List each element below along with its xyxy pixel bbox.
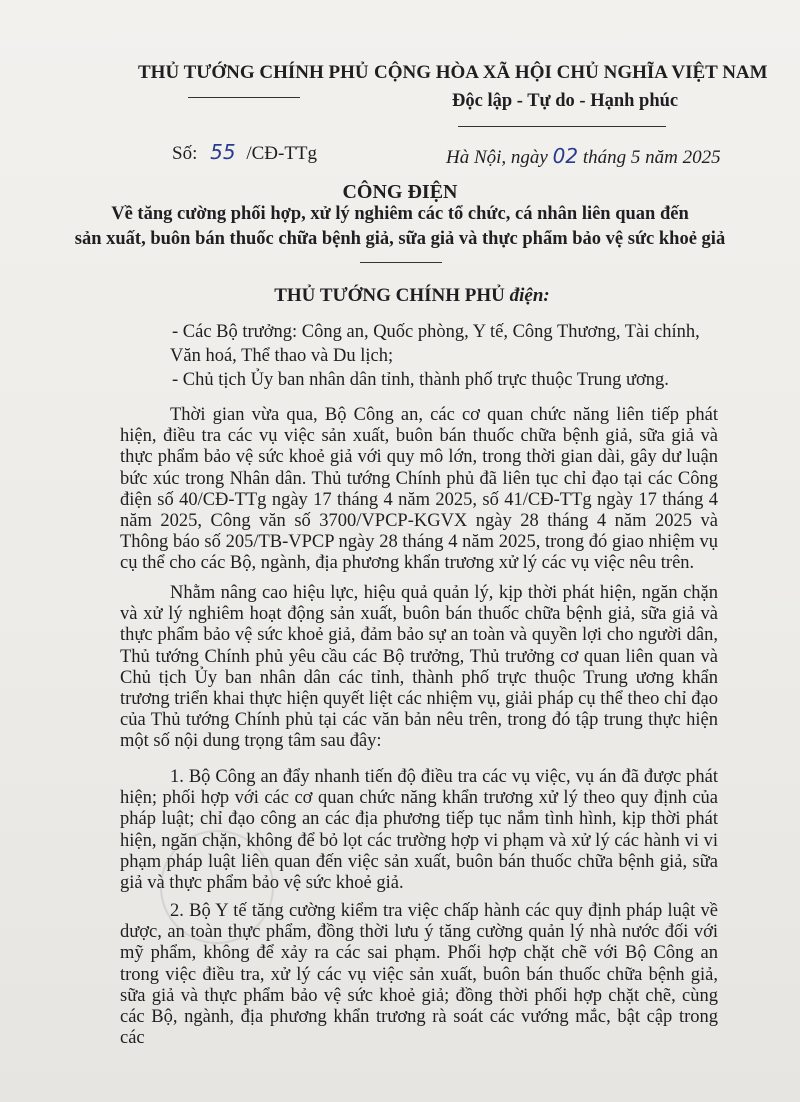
recipient-line: - Các Bộ trưởng: Công an, Quốc phòng, Y tế, Công Thương, Tài chính, <box>172 322 700 342</box>
subject-line-2: sản xuất, buôn bán thuốc chữa bệnh giả, sữa giả và thực phẩm bảo vệ sức khoẻ giả <box>74 229 726 249</box>
paragraph-1: Thời gian vừa qua, Bộ Công an, các cơ quan chức năng liên tiếp phát hiện, điều tra các vụ việc sản xuất, buôn bán thuốc chữa bệnh giả, sữa giả và thực phẩm bảo vệ sức khoẻ giả với quy mô lớn, trong thời gian dài, gây dư luận bức xúc trong Nhân dân. Thủ tướng Chính phủ đã liên tục chỉ đạo tại các Công điện số 40/CĐ-TTg ngày 17 tháng 4 năm 2025, số 41/CĐ-TTg ngày 17 tháng 4 năm 2025, Công văn số 3700/VPCP-KGVX ngày 28 tháng 4 năm 2025 và Thông báo số 205/TB-VPCP ngày 28 tháng 4 năm 2025, trong đó giao nhiệm vụ cụ thể cho các Bộ, ngành, địa phương khẩn trương xử lý các vụ việc nêu trên. <box>120 405 718 574</box>
motto-underline <box>458 126 666 127</box>
recipient-line: Văn hoá, Thể thao và Du lịch; <box>170 346 394 366</box>
recipient-line: - Chủ tịch Ủy ban nhân dân tỉnh, thành phố trực thuộc Trung ương. <box>172 370 669 390</box>
sender-line <box>0 285 800 307</box>
date-prefix: Hà Nội, ngày <box>446 147 548 168</box>
sender-name: THỦ TƯỚNG CHÍNH PHỦ <box>274 285 505 306</box>
agency-underline <box>188 97 300 98</box>
number-suffix: /CĐ-TTg <box>246 143 318 164</box>
handwritten-number: 55 <box>210 140 236 164</box>
number-prefix: Số: <box>172 143 198 164</box>
recipient-list <box>172 320 732 392</box>
country-name: CỘNG HÒA XÃ HỘI CHỦ NGHĨA VIỆT NAM <box>374 62 768 83</box>
date-suffix: tháng 5 năm 2025 <box>582 147 721 168</box>
subject-line-1: Về tăng cường phối hợp, xử lý nghiêm các tổ chức, cá nhân liên quan đến <box>111 204 689 224</box>
paragraph-item-2: 2. Bộ Y tế tăng cường kiểm tra việc chấp hành các quy định pháp luật về dược, an toàn thực phẩm, đồng thời lưu ý tăng cường quản lý nhà nước đối với mỹ phẩm, không để xảy ra các sai phạm. Phối hợp chặt chẽ với Bộ Công an trong việc điều tra, xử lý các vụ việc sản xuất, buôn bán thuốc chữa bệnh giả, sữa giả và thực phẩm bảo vệ sức khoẻ giả; đồng thời phối hợp chặt chẽ, cùng các Bộ, ngành, địa phương khẩn trương rà soát các vướng mắc, bật cập trong các <box>120 901 718 1049</box>
document-number <box>172 140 317 165</box>
paragraph-item-1: 1. Bộ Công an đẩy nhanh tiến độ điều tra các vụ việc, vụ án đã được phát hiện; phối hợp với các cơ quan chức năng khẩn trương xử lý theo quy định của pháp luật; chỉ đạo công an các địa phương tiếp tục nắm tình hình, kịp thời phát hiện, ngăn chặn, không để bỏ lọt các trường hợp vi phạm và xử lý các hành vi vi phạm pháp luật liên quan đến việc sản xuất, buôn bán thuốc chữa bệnh giả, sữa giả và thực phẩm bảo vệ sức khoẻ giả. <box>120 767 718 894</box>
paragraph-2: Nhằm nâng cao hiệu lực, hiệu quả quản lý, kịp thời phát hiện, ngăn chặn và xử lý nghiêm hoạt động sản xuất, buôn bán thuốc chữa bệnh giả, sữa giả và thực phẩm bảo vệ sức khoẻ giả, đảm bảo sự an toàn và quyền lợi cho người dân, Thủ tướng Chính phủ yêu cầu các Bộ trưởng, Thủ trưởng cơ quan liên quan và Chủ tịch Ủy ban nhân dân các tỉnh, thành phố trực thuộc Trung ương khẩn trương triển khai thực hiện quyết liệt các nhiệm vụ, giải pháp cụ thể theo chỉ đạo của Thủ tướng Chính phủ tại các văn bản nêu trên, trong đó tập trung thực hiện một số nội dung trọng tâm sau đây: <box>120 583 718 752</box>
title-underline <box>360 262 442 263</box>
issuing-agency: THỦ TƯỚNG CHÍNH PHỦ <box>138 62 369 83</box>
issue-date <box>446 144 721 169</box>
national-motto: Độc lập - Tự do - Hạnh phúc <box>452 91 679 111</box>
document-type: CÔNG ĐIỆN <box>342 181 458 203</box>
handwritten-day: 02 <box>552 144 579 168</box>
sender-verb: điện: <box>509 285 550 306</box>
